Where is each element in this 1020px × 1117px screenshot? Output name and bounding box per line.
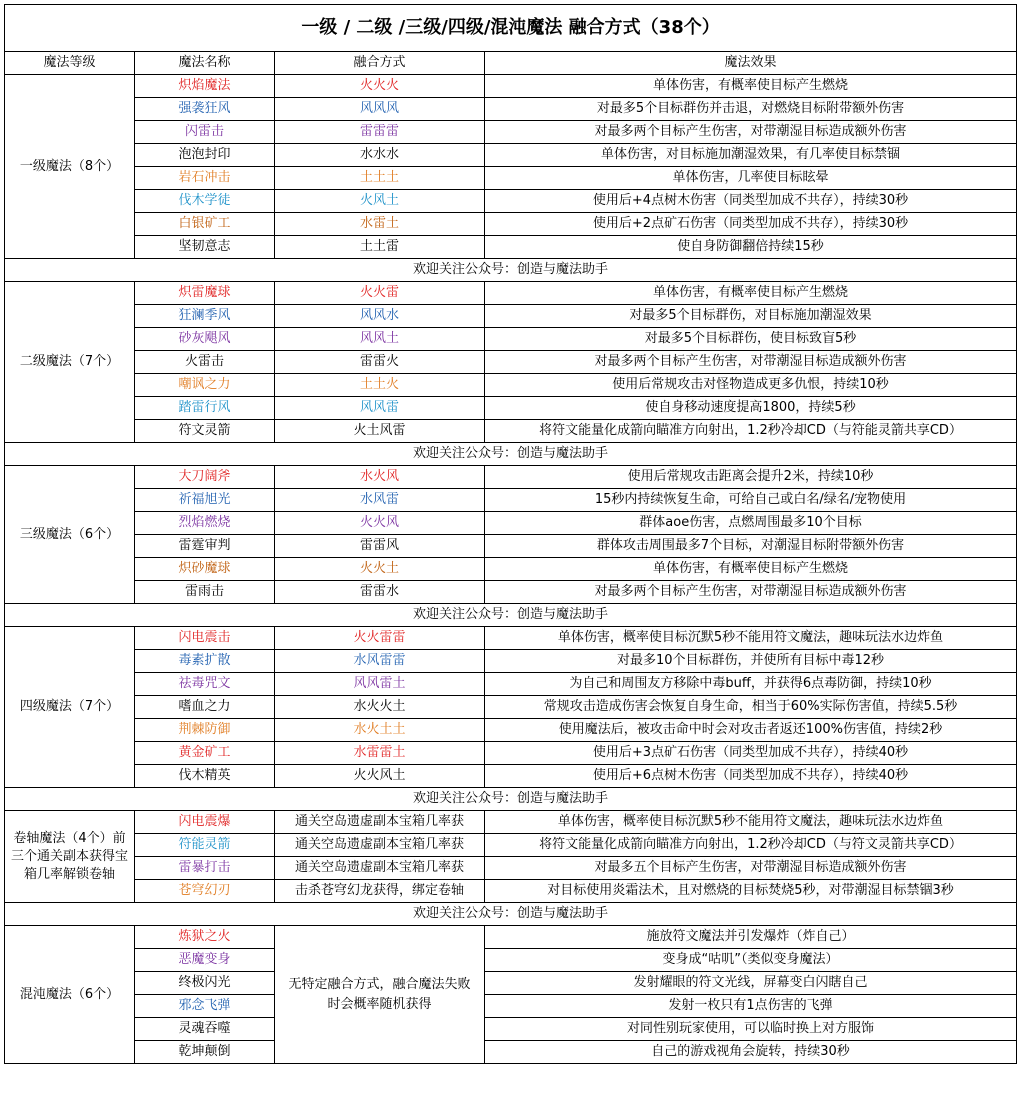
table-row <box>5 719 1017 742</box>
table-row <box>5 627 1017 650</box>
magic-effect: 将符文能量化成箭向瞄准方向射出，1.2秒冷却CD（与符能灵箭共享CD） <box>485 420 1017 443</box>
fusion-combo: 风风雷土 <box>275 673 485 696</box>
magic-effect: 对最多5个目标群伤并击退，对燃烧目标附带额外伤害 <box>485 98 1017 121</box>
fusion-combo: 水火火土 <box>275 696 485 719</box>
table-row <box>5 972 1017 995</box>
magic-name: 大刀阔斧 <box>135 466 275 489</box>
table-row <box>5 834 1017 857</box>
fusion-combo: 水火土土 <box>275 719 485 742</box>
fusion-combo: 火火风 <box>275 512 485 535</box>
notice-row <box>5 903 1017 926</box>
magic-effect: 将符文能量化成箭向瞄准方向射出，1.2秒冷却CD（与符文灵箭共享CD） <box>485 834 1017 857</box>
magic-effect: 对最多两个目标产生伤害，对带潮湿目标造成额外伤害 <box>485 121 1017 144</box>
fusion-combo: 火火土 <box>275 558 485 581</box>
magic-effect: 对最多5个目标群伤，对目标施加潮湿效果 <box>485 305 1017 328</box>
magic-name: 邪念飞弹 <box>135 995 275 1018</box>
notice-text: 欢迎关注公众号：创造与魔法助手 <box>5 443 1017 466</box>
magic-name: 符文灵箭 <box>135 420 275 443</box>
table-row <box>5 926 1017 949</box>
magic-effect: 使用后常规攻击对怪物造成更多仇恨，持续10秒 <box>485 374 1017 397</box>
table-row <box>5 351 1017 374</box>
table-row <box>5 466 1017 489</box>
table-row <box>5 374 1017 397</box>
magic-name: 闪电震爆 <box>135 811 275 834</box>
magic-effect: 使用后常规攻击距离会提升2米，持续10秒 <box>485 466 1017 489</box>
magic-effect: 使用后+6点树木伤害（同类型加成不共存），持续40秒 <box>485 765 1017 788</box>
notice-row <box>5 443 1017 466</box>
magic-name: 伐木精英 <box>135 765 275 788</box>
table-row <box>5 489 1017 512</box>
fusion-combo: 雷雷雷 <box>275 121 485 144</box>
fusion-combo: 通关空岛遗虚副本宝箱几率获 <box>275 834 485 857</box>
table-row <box>5 1041 1017 1064</box>
magic-effect: 对最多10个目标群伤，并使所有目标中毒12秒 <box>485 650 1017 673</box>
table-row <box>5 1018 1017 1041</box>
level-cell: 二级魔法（7个） <box>5 282 135 443</box>
table-row <box>5 167 1017 190</box>
fusion-combo: 土土土 <box>275 167 485 190</box>
magic-name: 炽雷魔球 <box>135 282 275 305</box>
table-row <box>5 696 1017 719</box>
fusion-combo: 火风土 <box>275 190 485 213</box>
magic-name: 砂灰飓风 <box>135 328 275 351</box>
table-row <box>5 121 1017 144</box>
magic-effect: 对最多5个目标群伤，使目标致盲5秒 <box>485 328 1017 351</box>
magic-effect: 对目标使用炎霜法术，且对燃烧的目标焚烧5秒，对带潮湿目标禁锢3秒 <box>485 880 1017 903</box>
magic-effect: 变身成“咕叽”（类似变身魔法） <box>485 949 1017 972</box>
magic-effect: 单体伤害，对目标施加潮湿效果，有几率使目标禁锢 <box>485 144 1017 167</box>
magic-effect: 单体伤害，几率使目标眩晕 <box>485 167 1017 190</box>
magic-name: 炽焰魔法 <box>135 75 275 98</box>
magic-effect: 单体伤害，概率使目标沉默5秒不能用符文魔法，趣味玩法水边炸鱼 <box>485 811 1017 834</box>
table-row <box>5 673 1017 696</box>
level-cell: 一级魔法（8个） <box>5 75 135 259</box>
magic-effect: 使用后+3点矿石伤害（同类型加成不共存），持续40秒 <box>485 742 1017 765</box>
magic-effect: 使用后+2点矿石伤害（同类型加成不共存），持续30秒 <box>485 213 1017 236</box>
fusion-combo: 水火风 <box>275 466 485 489</box>
fusion-combo: 击杀苍穹幻龙获得，绑定卷轴 <box>275 880 485 903</box>
magic-effect: 自己的游戏视角会旋转，持续30秒 <box>485 1041 1017 1064</box>
magic-name: 恶魔变身 <box>135 949 275 972</box>
magic-effect: 单体伤害，有概率使目标产生燃烧 <box>485 75 1017 98</box>
fusion-combo: 土土雷 <box>275 236 485 259</box>
magic-name: 强袭狂风 <box>135 98 275 121</box>
magic-name: 炼狱之火 <box>135 926 275 949</box>
magic-effect: 发射耀眼的符文光线，屏幕变白闪瞎自己 <box>485 972 1017 995</box>
table-row <box>5 512 1017 535</box>
table-row <box>5 995 1017 1018</box>
table-row <box>5 558 1017 581</box>
fusion-combo: 水风雷雷 <box>275 650 485 673</box>
magic-effect: 单体伤害，概率使目标沉默5秒不能用符文魔法，趣味玩法水边炸鱼 <box>485 627 1017 650</box>
table-row <box>5 535 1017 558</box>
magic-name: 灵魂吞噬 <box>135 1018 275 1041</box>
magic-effect: 使用后+4点树木伤害（同类型加成不共存），持续30秒 <box>485 190 1017 213</box>
table-row <box>5 236 1017 259</box>
magic-name: 坚韧意志 <box>135 236 275 259</box>
magic-effect: 使自身防御翻倍持续15秒 <box>485 236 1017 259</box>
table-row <box>5 75 1017 98</box>
fusion-combo: 火火风土 <box>275 765 485 788</box>
fusion-combo: 水水水 <box>275 144 485 167</box>
fusion-combo: 风风土 <box>275 328 485 351</box>
table-row <box>5 880 1017 903</box>
magic-name: 伐木学徒 <box>135 190 275 213</box>
magic-effect: 发射一枚只有1点伤害的飞弹 <box>485 995 1017 1018</box>
table-row <box>5 650 1017 673</box>
magic-effect: 常规攻击造成伤害会恢复自身生命，相当于60%实际伤害值，持续5.5秒 <box>485 696 1017 719</box>
magic-name: 雷霆审判 <box>135 535 275 558</box>
magic-name: 泡泡封印 <box>135 144 275 167</box>
notice-row <box>5 788 1017 811</box>
magic-fusion-table <box>4 4 1017 1064</box>
magic-name: 烈焰燃烧 <box>135 512 275 535</box>
notice-text: 欢迎关注公众号：创造与魔法助手 <box>5 788 1017 811</box>
table-row <box>5 305 1017 328</box>
table-row <box>5 213 1017 236</box>
fusion-combo: 风风雷 <box>275 397 485 420</box>
magic-name: 踏雷行风 <box>135 397 275 420</box>
notice-text: 欢迎关注公众号：创造与魔法助手 <box>5 604 1017 627</box>
fusion-combo: 火火火 <box>275 75 485 98</box>
magic-effect: 使用魔法后，被攻击命中时会对攻击者返还100%伤害值，持续2秒 <box>485 719 1017 742</box>
header-level: 魔法等级 <box>5 52 135 75</box>
table-row <box>5 282 1017 305</box>
header-effect: 魔法效果 <box>485 52 1017 75</box>
fusion-combo: 火土风雷 <box>275 420 485 443</box>
table-row <box>5 144 1017 167</box>
magic-name: 毒素扩散 <box>135 650 275 673</box>
fusion-combo: 水风雷 <box>275 489 485 512</box>
fusion-combo: 雷雷火 <box>275 351 485 374</box>
notice-row <box>5 604 1017 627</box>
magic-name: 乾坤颠倒 <box>135 1041 275 1064</box>
magic-effect: 15秒内持续恢复生命，可给自己或白名/绿名/宠物使用 <box>485 489 1017 512</box>
magic-name: 苍穹幻刃 <box>135 880 275 903</box>
magic-name: 闪电震击 <box>135 627 275 650</box>
magic-effect: 对最多两个目标产生伤害，对带潮湿目标造成额外伤害 <box>485 581 1017 604</box>
magic-effect: 单体伤害，有概率使目标产生燃烧 <box>485 558 1017 581</box>
magic-name: 闪雷击 <box>135 121 275 144</box>
magic-effect: 使自身移动速度提高1800，持续5秒 <box>485 397 1017 420</box>
notice-text: 欢迎关注公众号：创造与魔法助手 <box>5 259 1017 282</box>
level-cell: 三级魔法（6个） <box>5 466 135 604</box>
level-cell: 卷轴魔法（4个）前三个通关副本获得宝箱几率解锁卷轴 <box>5 811 135 903</box>
magic-name: 炽砂魔球 <box>135 558 275 581</box>
fusion-combo: 风风风 <box>275 98 485 121</box>
fusion-combo: 火火雷 <box>275 282 485 305</box>
magic-effect: 施放符文魔法并引发爆炸（炸自己） <box>485 926 1017 949</box>
table-row <box>5 949 1017 972</box>
fusion-combo: 土土火 <box>275 374 485 397</box>
table-row <box>5 397 1017 420</box>
magic-effect: 群体攻击周围最多7个目标，对潮湿目标附带额外伤害 <box>485 535 1017 558</box>
magic-effect: 群体aoe伤害，点燃周围最多10个目标 <box>485 512 1017 535</box>
magic-name: 嗜血之力 <box>135 696 275 719</box>
magic-name: 狂澜季风 <box>135 305 275 328</box>
fusion-combo: 雷雷风 <box>275 535 485 558</box>
table-row <box>5 581 1017 604</box>
table-title: 一级 / 二级 /三级/四级/混沌魔法 融合方式（38个） <box>5 5 1017 52</box>
table-row <box>5 420 1017 443</box>
header-combo: 融合方式 <box>275 52 485 75</box>
table-row <box>5 811 1017 834</box>
magic-name: 雷暴打击 <box>135 857 275 880</box>
fusion-combo: 雷雷水 <box>275 581 485 604</box>
level-cell: 混沌魔法（6个） <box>5 926 135 1064</box>
magic-effect: 单体伤害，有概率使目标产生燃烧 <box>485 282 1017 305</box>
magic-effect: 对最多五个目标产生伤害，对带潮湿目标造成额外伤害 <box>485 857 1017 880</box>
table-row <box>5 98 1017 121</box>
magic-name: 嘲讽之力 <box>135 374 275 397</box>
level-cell: 四级魔法（7个） <box>5 627 135 788</box>
table-row <box>5 328 1017 351</box>
magic-name: 雷雨击 <box>135 581 275 604</box>
magic-name: 祈福旭光 <box>135 489 275 512</box>
fusion-combo: 通关空岛遗虚副本宝箱几率获 <box>275 811 485 834</box>
magic-name: 荆棘防御 <box>135 719 275 742</box>
fusion-combo: 水雷土 <box>275 213 485 236</box>
magic-name: 火雷击 <box>135 351 275 374</box>
magic-name: 符能灵箭 <box>135 834 275 857</box>
fusion-combo: 无特定融合方式，融合魔法失败时会概率随机获得 <box>275 926 485 1064</box>
table-row <box>5 742 1017 765</box>
notice-row <box>5 259 1017 282</box>
magic-name: 黄金矿工 <box>135 742 275 765</box>
table-row <box>5 765 1017 788</box>
magic-name: 祛毒咒文 <box>135 673 275 696</box>
header-name: 魔法名称 <box>135 52 275 75</box>
magic-effect: 对同性别玩家使用，可以临时换上对方服饰 <box>485 1018 1017 1041</box>
fusion-combo: 风风水 <box>275 305 485 328</box>
magic-name: 岩石冲击 <box>135 167 275 190</box>
table-row <box>5 857 1017 880</box>
magic-name: 终极闪光 <box>135 972 275 995</box>
magic-effect: 对最多两个目标产生伤害，对带潮湿目标造成额外伤害 <box>485 351 1017 374</box>
table-row <box>5 190 1017 213</box>
fusion-combo: 水雷雷土 <box>275 742 485 765</box>
notice-text: 欢迎关注公众号：创造与魔法助手 <box>5 903 1017 926</box>
fusion-combo: 火火雷雷 <box>275 627 485 650</box>
magic-name: 白银矿工 <box>135 213 275 236</box>
fusion-combo: 通关空岛遗虚副本宝箱几率获 <box>275 857 485 880</box>
magic-effect: 为自己和周围友方移除中毒buff，并获得6点毒防御，持续10秒 <box>485 673 1017 696</box>
